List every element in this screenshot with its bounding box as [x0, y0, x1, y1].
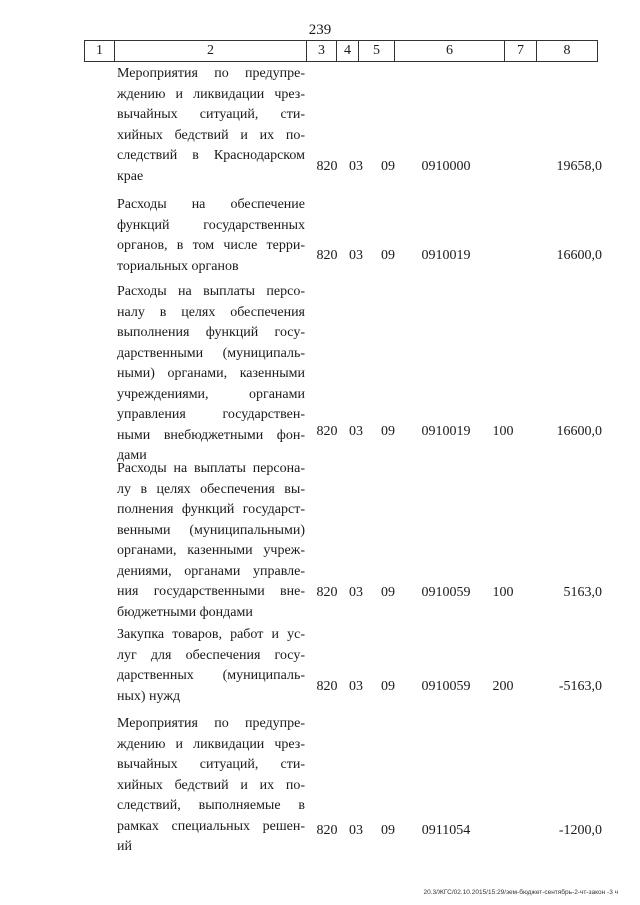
cell-section: 03	[349, 679, 363, 694]
description-line: рамках специальных решен-	[117, 818, 305, 834]
description-line: органами, казенными учреж-	[117, 543, 305, 558]
cell-subsection: 09	[381, 248, 395, 263]
cell-amount: 5163,0	[563, 585, 602, 600]
column-header-3: 3	[307, 41, 337, 61]
column-header-7: 7	[505, 41, 537, 61]
description-line: ных) нужд	[117, 688, 181, 704]
description-line: ий	[117, 839, 132, 854]
description-line: Закупка товаров, работ и ус-	[117, 627, 305, 642]
description-line: дами	[117, 448, 147, 463]
description-line: венными (муниципальными)	[117, 522, 305, 538]
description-line: вычайных ситуаций, сти-	[117, 757, 305, 772]
description-line: следствий в Краснодарском	[117, 148, 305, 163]
description-line: дарственных (муниципаль-	[117, 668, 305, 683]
row-description	[117, 625, 305, 707]
description-line: хийных бедствий и их по-	[117, 127, 305, 143]
cell-ministry-code: 820	[316, 585, 338, 600]
cell-section: 03	[349, 424, 363, 439]
description-line: вычайных ситуаций, сти-	[117, 107, 305, 122]
description-line: органов, в том числе терри-	[117, 238, 305, 253]
description-line: ждению и ликвидации чрез-	[117, 736, 305, 752]
cell-section: 03	[349, 823, 363, 838]
description-line: Расходы на выплаты персона-	[117, 461, 305, 476]
column-header-8: 8	[563, 43, 571, 58]
document-footer: 20.3/ЖГС/02.10.2015/15:29/зем-бюджет-сентябрь-2-чт-закон -3 ч	[423, 889, 618, 896]
description-line: бюджетными фондами	[117, 604, 253, 620]
cell-amount: -5163,0	[558, 679, 602, 694]
cell-target-article: 0910000	[421, 159, 471, 174]
cell-target-article: 0910059	[421, 585, 471, 600]
cell-expense-type: 200	[492, 679, 514, 694]
cell-section: 03	[349, 585, 363, 600]
description-line: ными внебюджетными фон-	[117, 427, 305, 443]
cell-section: 03	[349, 248, 363, 263]
description-line: Мероприятия по предупре-	[117, 66, 305, 81]
row-description	[117, 714, 305, 858]
description-line: управления государствен-	[117, 407, 305, 422]
column-header-row	[84, 40, 598, 62]
description-line: Расходы на обеспечение	[117, 197, 305, 212]
cell-amount: 16600,0	[556, 248, 602, 263]
cell-subsection: 09	[381, 159, 395, 174]
description-line: лу в целях обеспечения вы-	[117, 481, 305, 497]
cell-subsection: 09	[381, 424, 395, 439]
page-number: 239	[308, 22, 332, 38]
description-line: ториальных органов	[117, 258, 239, 274]
column-header-4: 4	[337, 41, 359, 61]
column-header-2: 2	[115, 41, 307, 61]
description-line: налу в целях обеспечения	[117, 304, 305, 320]
description-line: выполнения функций госу-	[117, 325, 305, 340]
description-line: учреждениями, органами	[117, 386, 305, 402]
row-description	[117, 459, 305, 623]
cell-subsection: 09	[381, 679, 395, 694]
cell-expense-type: 100	[492, 424, 514, 439]
column-header-1: 1	[85, 41, 115, 61]
description-line: хийных бедствий и их по-	[117, 777, 305, 793]
cell-ministry-code: 820	[316, 424, 338, 439]
description-line: дениями, органами управле-	[117, 563, 305, 579]
cell-target-article: 0910019	[421, 248, 471, 263]
cell-subsection: 09	[381, 585, 395, 600]
cell-target-article: 0910059	[421, 679, 471, 694]
cell-expense-type: 100	[492, 585, 514, 600]
description-line: ными) органами, казенными	[117, 366, 305, 381]
column-header-5: 5	[359, 41, 395, 61]
row-description	[117, 282, 305, 467]
cell-target-article: 0910019	[421, 424, 471, 439]
description-line: крае	[117, 168, 144, 184]
cell-subsection: 09	[381, 823, 395, 838]
description-line: ния государственными вне-	[117, 584, 305, 599]
description-line: луг для обеспечения госу-	[117, 647, 305, 663]
cell-ministry-code: 820	[316, 248, 338, 263]
description-line: Мероприятия по предупре-	[117, 716, 305, 731]
description-line: ждению и ликвидации чрез-	[117, 86, 305, 102]
description-line: дарственными (муниципаль-	[117, 345, 305, 361]
cell-ministry-code: 820	[316, 679, 338, 694]
cell-section: 03	[349, 159, 363, 174]
cell-amount: 16600,0	[556, 424, 602, 439]
cell-ministry-code: 820	[316, 159, 338, 174]
description-line: полнения функций государст-	[117, 502, 305, 517]
cell-target-article: 0911054	[421, 823, 471, 838]
cell-amount: -1200,0	[558, 823, 602, 838]
description-line: функций государственных	[117, 217, 305, 233]
description-line: Расходы на выплаты персо-	[117, 284, 305, 299]
cell-amount: 19658,0	[556, 159, 602, 174]
column-header-6: 6	[395, 41, 505, 61]
description-line: следствий, выполняемые в	[117, 798, 305, 813]
row-description	[117, 195, 305, 277]
row-description	[117, 64, 305, 187]
cell-ministry-code: 820	[316, 823, 338, 838]
